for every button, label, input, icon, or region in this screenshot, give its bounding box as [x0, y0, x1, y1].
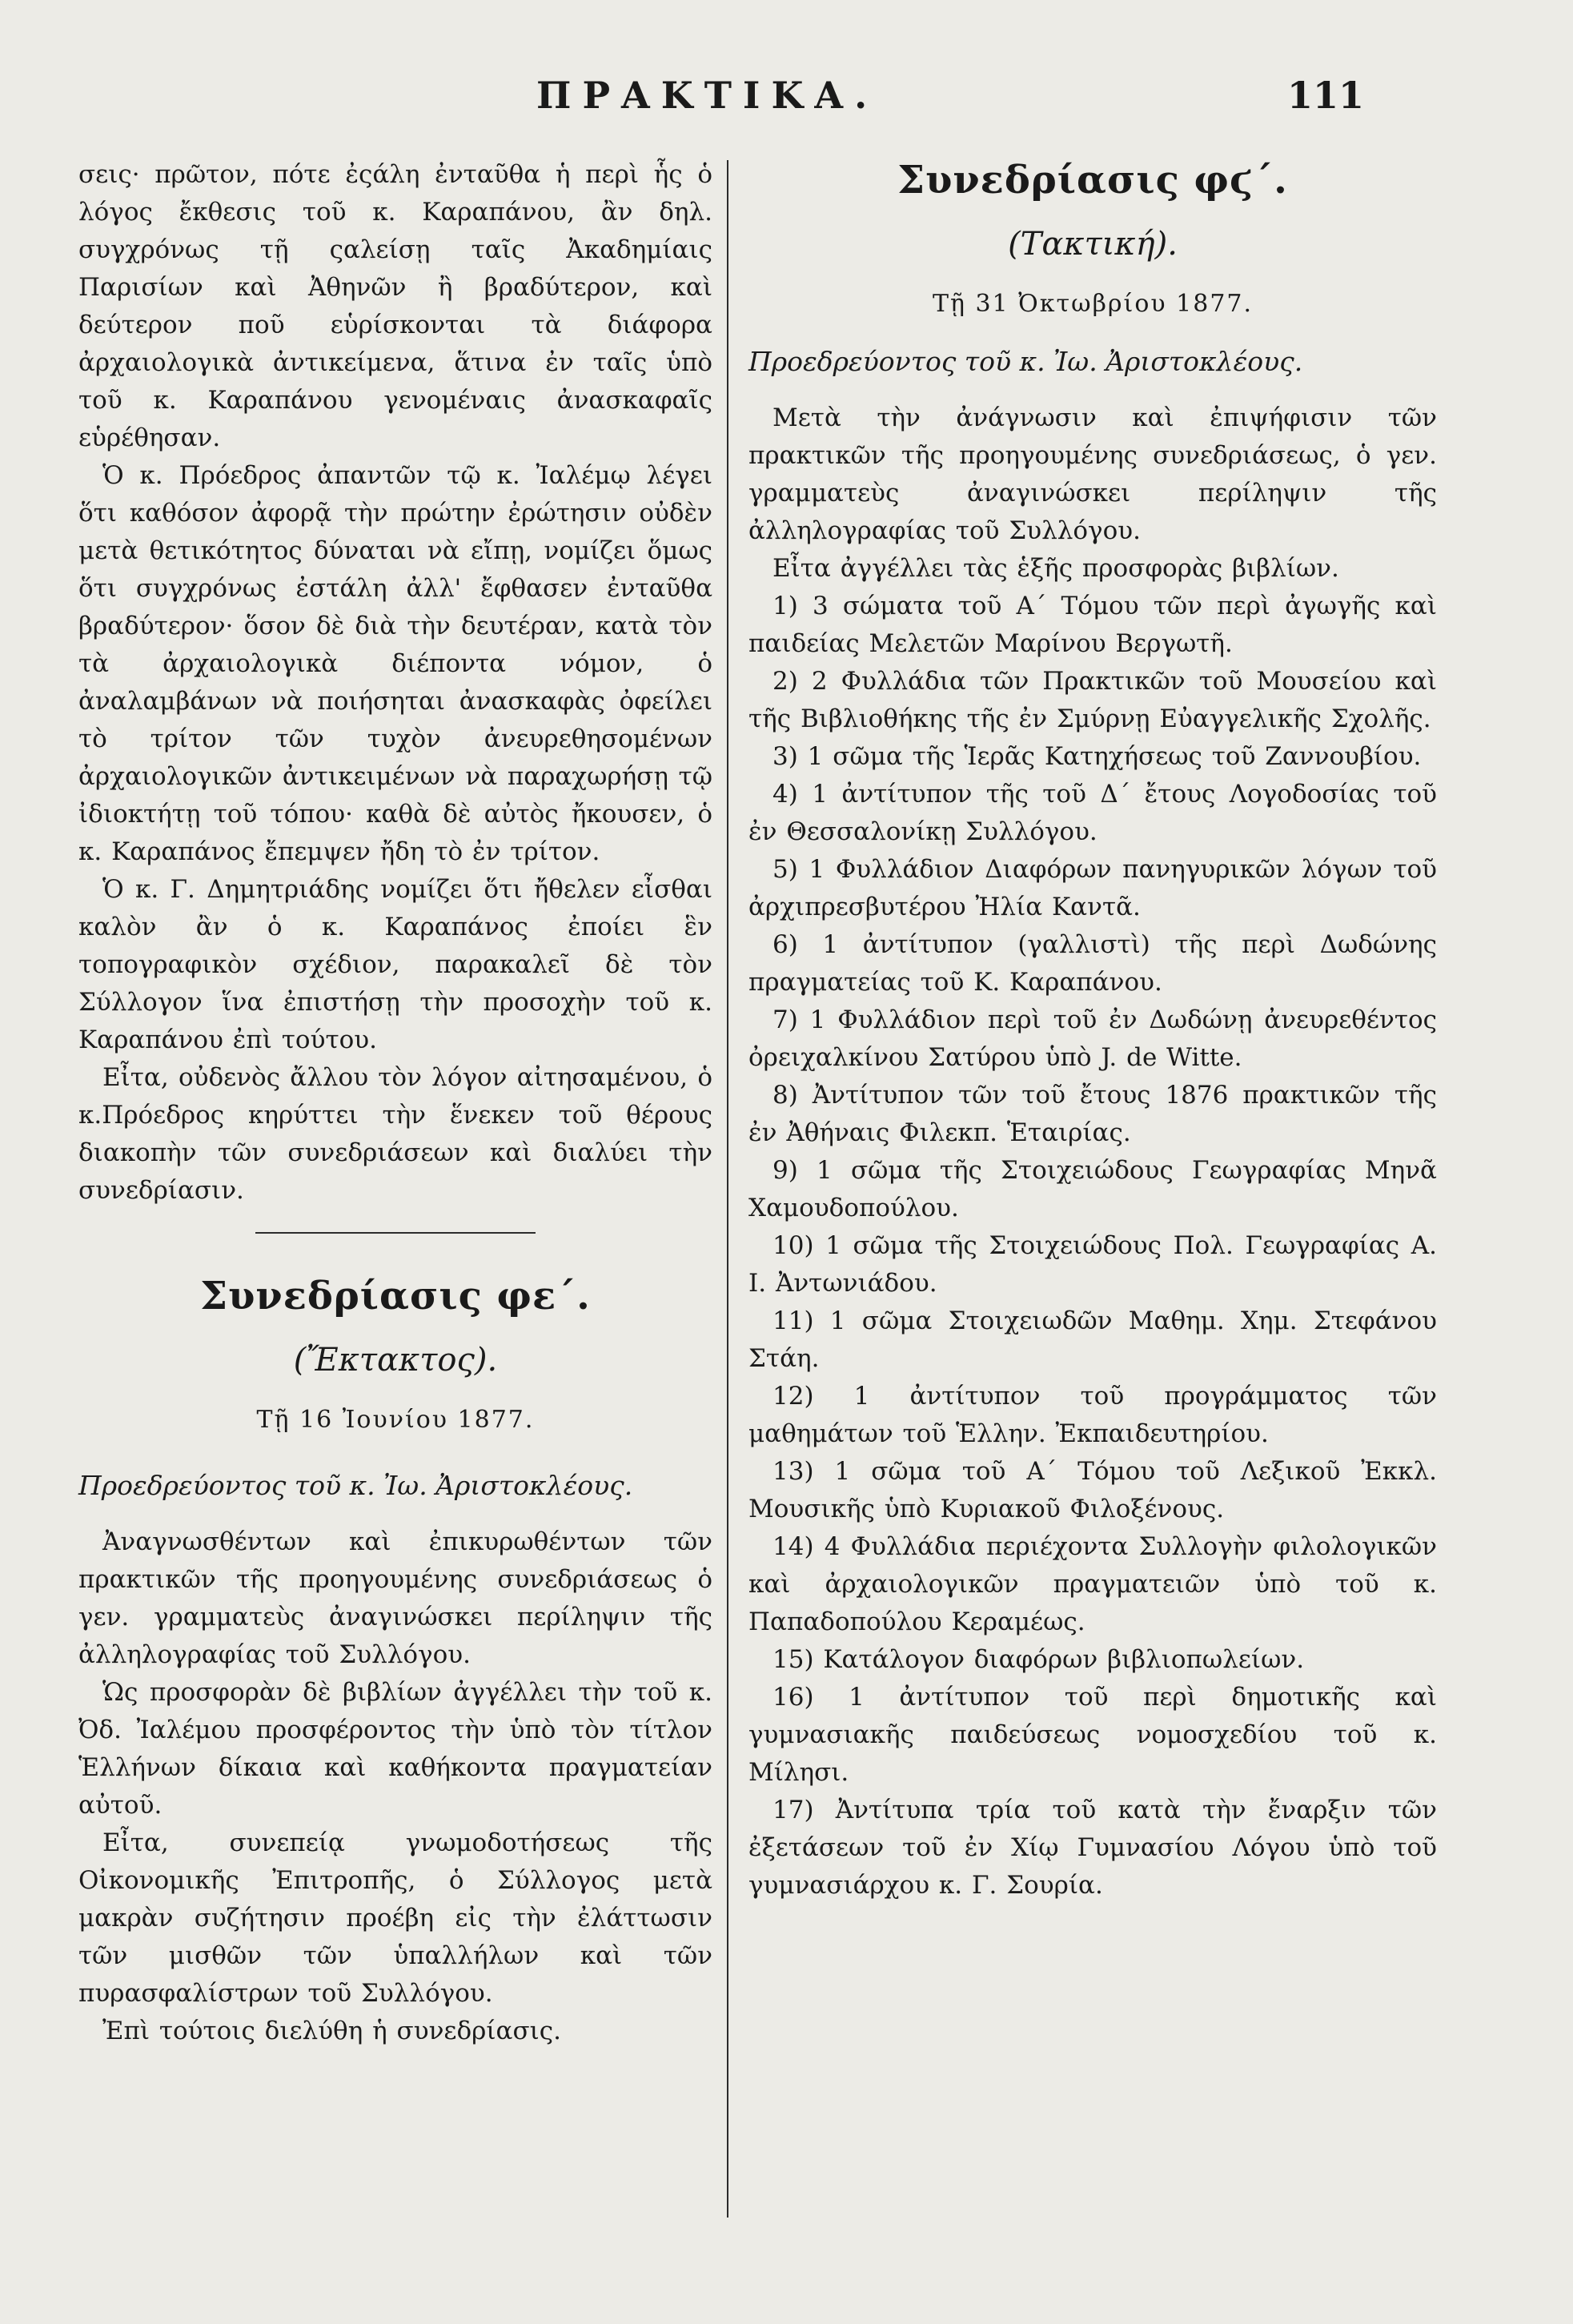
page-number: 111: [1287, 74, 1365, 117]
paragraph: Εἶτα, συνεπείᾳ γνωμοδοτήσεως τῆς Οἰκονομικῆς Ἐπιτροπῆς, ὁ Σύλλογος μετὰ μακρὰν συζήτησιν προέβη εἰς τὴν ἐλάττωσιν τῶν μισθῶν τῶν ὑπαλλήλων καὶ τῶν πυρασφαλίστρων τοῦ Συλλόγου.: [78, 1828, 712, 2008]
paragraph: Εἶτα, οὐδενὸς ἄλλου τὸν λόγον αἰτησαμένου, ὁ κ.Πρόεδρος κηρύττει τὴν ἕνεκεν τοῦ θέρους διακοπὴν τῶν συνεδριάσεων καὶ διαλύει τὴν συνεδρίασιν.: [78, 1063, 712, 1205]
session-date: Τῇ 16 Ἰουνίου 1877.: [256, 1406, 535, 1434]
paragraph: Ἀναγνωσθέντων καὶ ἐπικυρωθέντων τῶν πρακτικῶν τῆς προηγουμένης συνεδριάσεως ὁ γεν. γραμματεὺς ἀναγινώσκει περίληψιν τῆς ἀλληλογραφίας τοῦ Συλλόγου.: [78, 1527, 712, 1669]
list-item: 13) 1 σῶμα τοῦ Α΄ Τόμου τοῦ Λεξικοῦ Ἐκκλ. Μουσικῆς ὑπὸ Κυριακοῦ Φιλοξένους.: [748, 1457, 1437, 1523]
right-column: [748, 156, 1437, 1905]
list-item: 14) 4 Φυλλάδια περιέχοντα Συλλογὴν φιλολογικῶν καὶ ἀρχαιολογικῶν πραγματειῶν ὑπὸ τοῦ κ. Παπαδοπούλου Κεραμέως.: [748, 1532, 1437, 1636]
session-block: [78, 1272, 712, 2050]
left-column: [78, 156, 712, 2050]
session-date: Τῇ 31 Ὀκτωβρίου 1877.: [932, 290, 1254, 318]
paragraph: Ὁ κ. Γ. Δημητριάδης νομίζει ὅτι ἤθελεν εἶσθαι καλὸν ἂν ὁ κ. Καραπάνος ἐποίει ἓν τοπογραφικὸν σχέδιον, παρακαλεῖ δὲ τὸν Σύλλογον ἵνα ἐπιστήσῃ τὴν προσοχὴν τοῦ κ. Καραπάνου ἐπὶ τούτου.: [78, 875, 712, 1054]
session-president: Προεδρεύοντος τοῦ κ. Ἰω. Ἀριστοκλέους.: [748, 346, 1303, 377]
paragraph: Εἶτα ἀγγέλλει τὰς ἑξῆς προσφορὰς βιβλίων.: [772, 554, 1339, 583]
list-item: 6) 1 ἀντίτυπον (γαλλιστὶ) τῆς περὶ Δωδώνης πραγματείας τοῦ Κ. Καραπάνου.: [748, 930, 1437, 997]
list-item: 4) 1 ἀντίτυπον τῆς τοῦ Δ΄ ἔτους Λογοδοσίας τοῦ ἐν Θεσσαλονίκῃ Συλλόγου.: [748, 780, 1437, 846]
paragraph: Ὡς προσφορὰν δὲ βιβλίων ἀγγέλλει τὴν τοῦ κ. Ὀδ. Ἰαλέμου προσφέροντος τὴν ὑπὸ τὸν τίτλον Ἑλλήνων δίκαια καὶ καθήκοντα πραγματείαν αὐτοῦ.: [78, 1678, 712, 1820]
paragraph: Ἐπὶ τούτοις διελύθη ἡ συνεδρίασις.: [102, 2017, 561, 2045]
paragraph: σεις· πρῶτον, πότε ἐςάλη ἐνταῦθα ἡ περὶ ἧς ὁ λόγος ἔκθεσις τοῦ κ. Καραπάνου, ἂν δηλ. συγχρόνως τῇ ςαλείσῃ ταῖς Ἀκαδημίαις Παρισίων καὶ Ἀθηνῶν ἢ βραδύτερον, καὶ δεύτερον ποῦ εὑρίσκονται τὰ διάφορα ἀρχαιολογικὰ ἀντικείμενα, ἅτινα ἐν ταῖς ὑπὸ τοῦ κ. Καραπάνου γενομέναις ἀνασκαφαῖς εὑρέθησαν.: [78, 160, 712, 452]
list-item: 10) 1 σῶμα τῆς Στοιχειώδους Πολ. Γεωγραφίας Α. Ι. Ἀντωνιάδου.: [748, 1231, 1437, 1298]
list-item: 9) 1 σῶμα τῆς Στοιχειώδους Γεωγραφίας Μηνᾶ Χαμουδοπούλου.: [748, 1156, 1437, 1222]
list-item: 2) 2 Φυλλάδια τῶν Πρακτικῶν τοῦ Μουσείου καὶ τῆς Βιβλιοθήκης τῆς ἐν Σμύρνῃ Εὐαγγελικῆς Σχολῆς.: [748, 667, 1437, 733]
session-president: Προεδρεύοντος τοῦ κ. Ἰω. Ἀριστοκλέους.: [78, 1470, 633, 1501]
session-block: [748, 156, 1437, 1905]
list-item: 16) 1 ἀντίτυπον τοῦ περὶ δημοτικῆς καὶ γυμνασιακῆς παιδεύσεως νομοσχεδίου τοῦ κ. Μίλησι.: [748, 1683, 1437, 1787]
session-type: (Ἔκτακτος).: [293, 1342, 498, 1379]
section-divider: [255, 1232, 536, 1234]
list-item: 11) 1 σῶμα Στοιχειωδῶν Μαθημ. Χημ. Στεφάνου Στάη.: [748, 1306, 1437, 1373]
session-type: (Τακτική).: [1008, 226, 1178, 263]
running-head: ΠΡΑΚΤΙΚΑ.: [536, 74, 879, 117]
paragraph: Ὁ κ. Πρόεδρος ἀπαντῶν τῷ κ. Ἰαλέμῳ λέγει ὅτι καθόσον ἀφορᾷ τὴν πρώτην ἐρώτησιν οὐδὲν μετὰ θετικότητος δύναται νὰ εἴπῃ, νομίζει ὅμως ὅτι συγχρόνως ἐστάλη ἀλλ' ἔφθασεν ἐνταῦθα βραδύτερον· ὅσον δὲ διὰ τὴν δευτέραν, κατὰ τὸν τὰ ἀρχαιολογικὰ διέποντα νόμον, ὁ ἀναλαμβάνων νὰ ποιήσηται ἀνασκαφὰς ὀφείλει τὸ τρίτον τῶν τυχὸν ἀνευρεθησομένων ἀρχαιολογικῶν ἀντικειμένων νὰ παραχωρήσῃ τῷ ἰδιοκτήτῃ τοῦ τόπου· καθὰ δὲ αὐτὸς ἤκουσεν, ὁ κ. Καραπάνος ἔπεμψεν ἤδη τὸ ἐν τρίτον.: [78, 461, 712, 866]
list-item: 12) 1 ἀντίτυπον τοῦ προγράμματος τῶν μαθημάτων τοῦ Ἑλλην. Ἐκπαιδευτηρίου.: [748, 1382, 1437, 1448]
list-item: 3) 1 σῶμα τῆς Ἱερᾶς Κατηχήσεως τοῦ Ζαννουβίου.: [772, 742, 1422, 771]
list-item: 1) 3 σώματα τοῦ Α΄ Τόμου τῶν περὶ ἀγωγῆς καὶ παιδείας Μελετῶν Μαρίνου Βεργωτῆ.: [748, 592, 1437, 658]
session-title: Συνεδρίασις φε΄.: [200, 1274, 591, 1319]
list-item: 5) 1 Φυλλάδιον Διαφόρων πανηγυρικῶν λόγων τοῦ ἀρχιπρεσβυτέρου Ἠλία Καντᾶ.: [748, 855, 1437, 921]
list-item: 8) Ἀντίτυπον τῶν τοῦ ἔτους 1876 πρακτικῶν τῆς ἐν Ἀθήναις Φιλεκπ. Ἑταιρίας.: [748, 1081, 1437, 1147]
column-rule: [727, 160, 728, 2218]
session-title: Συνεδρίασις φϛ΄.: [897, 158, 1288, 203]
list-item: 17) Ἀντίτυπα τρία τοῦ κατὰ τὴν ἔναρξιν τῶν ἐξετάσεων τοῦ ἐν Χίῳ Γυμνασίου Λόγου ὑπὸ τοῦ γυμνασιάρχου κ. Γ. Σουρία.: [748, 1796, 1437, 1900]
list-item: 7) 1 Φυλλάδιον περὶ τοῦ ἐν Δωδώνῃ ἀνευρεθέντος ὀρειχαλκίνου Σατύρου ὑπὸ J. de Witte.: [748, 1005, 1437, 1072]
page-header: [0, 74, 1573, 138]
list-item: 15) Κατάλογον διαφόρων βιβλιοπωλείων.: [772, 1645, 1305, 1674]
paragraph: Μετὰ τὴν ἀνάγνωσιν καὶ ἐπιψήφισιν τῶν πρακτικῶν τῆς προηγουμένης συνεδριάσεως, ὁ γεν. γραμματεὺς ἀναγινώσκει περίληψιν τῆς ἀλληλογραφίας τοῦ Συλλόγου.: [748, 403, 1437, 545]
